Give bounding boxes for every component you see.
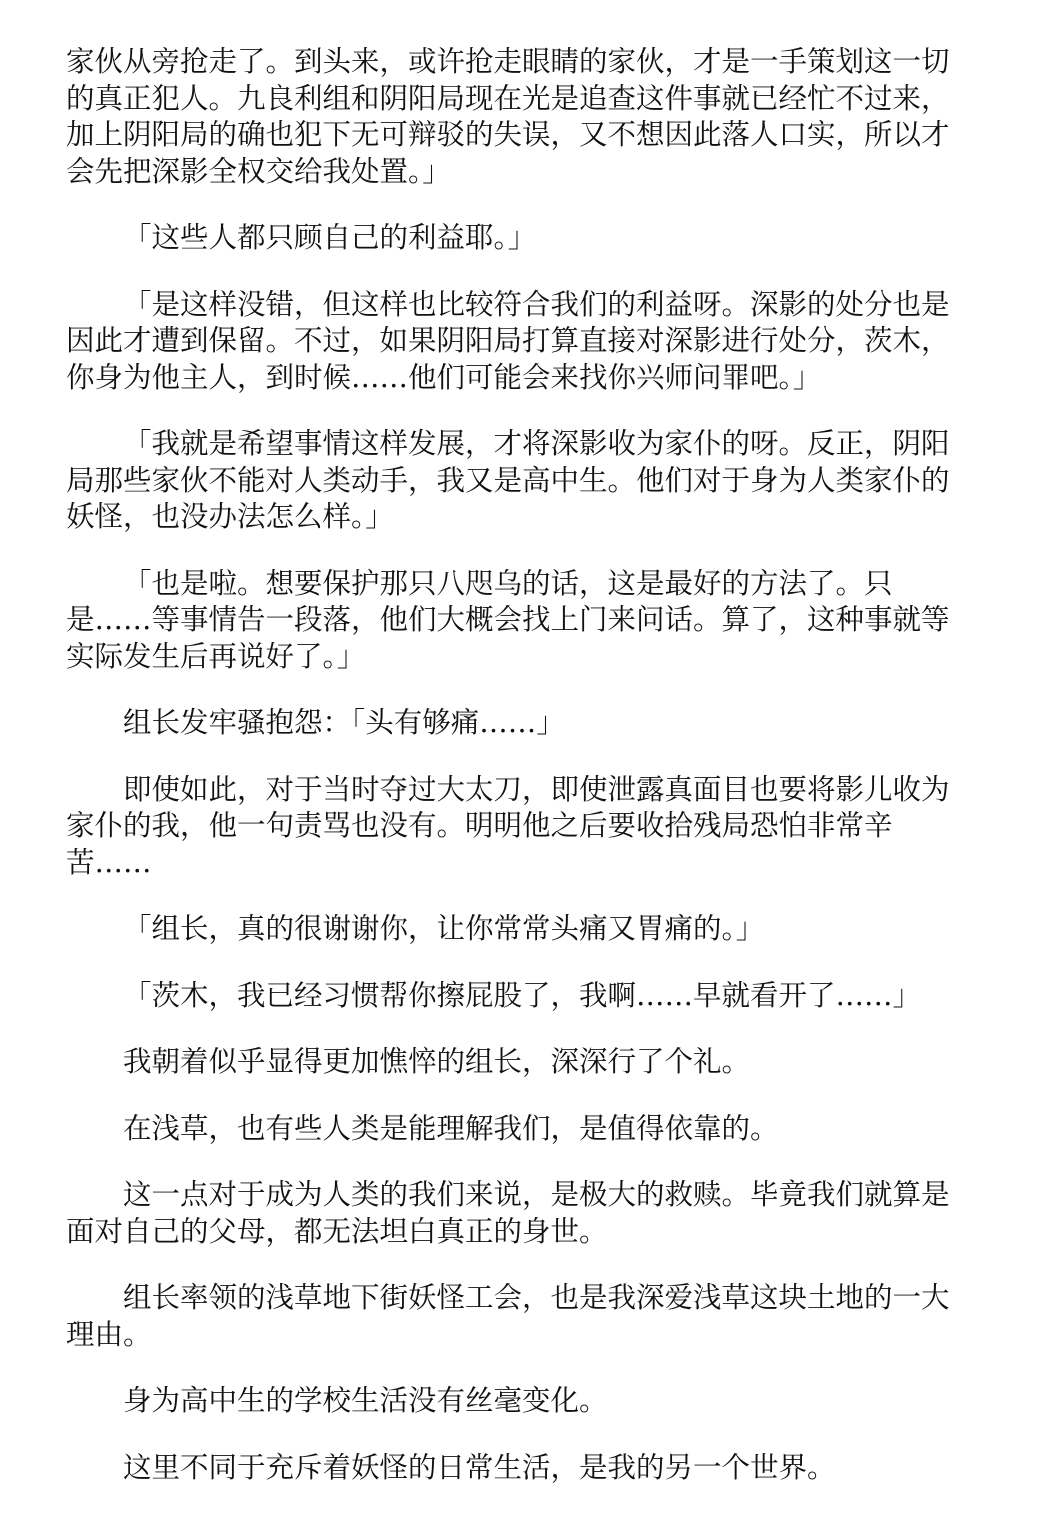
paragraph-6: 组长发牢骚抱怨：「头有够痛……」: [123, 706, 565, 739]
paragraph-7: 即使如此，对于当时夺过大太刀，即使泄露真面目也要将影儿收为家仆的我，他一句责骂也没有。明明他之后要收拾残局恐怕非常辛苦……: [66, 772, 950, 879]
paragraph-12: 这一点对于成为人类的我们来说，是极大的救赎。毕竟我们就算是面对自己的父母，都无法坦白真正的身世。: [66, 1178, 950, 1248]
paragraph-1: 家伙从旁抢走了。到头来，或许抢走眼睛的家伙，才是一手策划这一切的真正犯人。九良利组和阴阳局现在光是追查这件事就已经忙不过来，加上阴阳局的确也犯下无可辩驳的失误，又不想因此落人口实，所以才会先把深影全权交给我处置。」: [66, 45, 950, 188]
paragraph-11: 在浅草，也有些人类是能理解我们，是值得依靠的。: [123, 1111, 779, 1145]
paragraph-4: 「我就是希望事情这样发展，才将深影收为家仆的呀。反正，阴阳局那些家伙不能对人类动手，我又是高中生。他们对于身为人类家仆的妖怪，也没办法怎么样。」: [66, 427, 950, 533]
paragraph-2: 「这些人都只顾自己的利益耶。」: [123, 221, 537, 254]
document-page: [66, 44, 976, 1516]
paragraph-8: 「组长，真的很谢谢你，让你常常头痛又胃痛的。」: [123, 912, 765, 945]
paragraph-15: 这里不同于充斥着妖怪的日常生活，是我的另一个世界。: [123, 1450, 836, 1484]
paragraph-13: 组长率领的浅草地下街妖怪工会，也是我深爱浅草这块土地的一大理由。: [66, 1281, 950, 1351]
paragraph-9: 「茨木，我已经习惯帮你擦屁股了，我啊……早就看开了……」: [123, 978, 922, 1012]
paragraph-14: 身为高中生的学校生活没有丝毫变化。: [123, 1384, 608, 1417]
paragraph-3: 「是这样没错，但这样也比较符合我们的利益呀。深影的处分也是因此才遭到保留。不过，如果阴阳局打算直接对深影进行处分，茨木，你身为他主人，到时候……他们可能会来找你兴师问罪吧。」: [66, 287, 950, 394]
paragraph-5: 「也是啦。想要保护那只八咫乌的话，这是最好的方法了。只是……等事情告一段落，他们大概会找上门来问话。算了，这种事就等实际发生后再说好了。」: [66, 566, 950, 673]
paragraph-10: 我朝着似乎显得更加憔悴的组长，深深行了个礼。: [123, 1045, 751, 1078]
